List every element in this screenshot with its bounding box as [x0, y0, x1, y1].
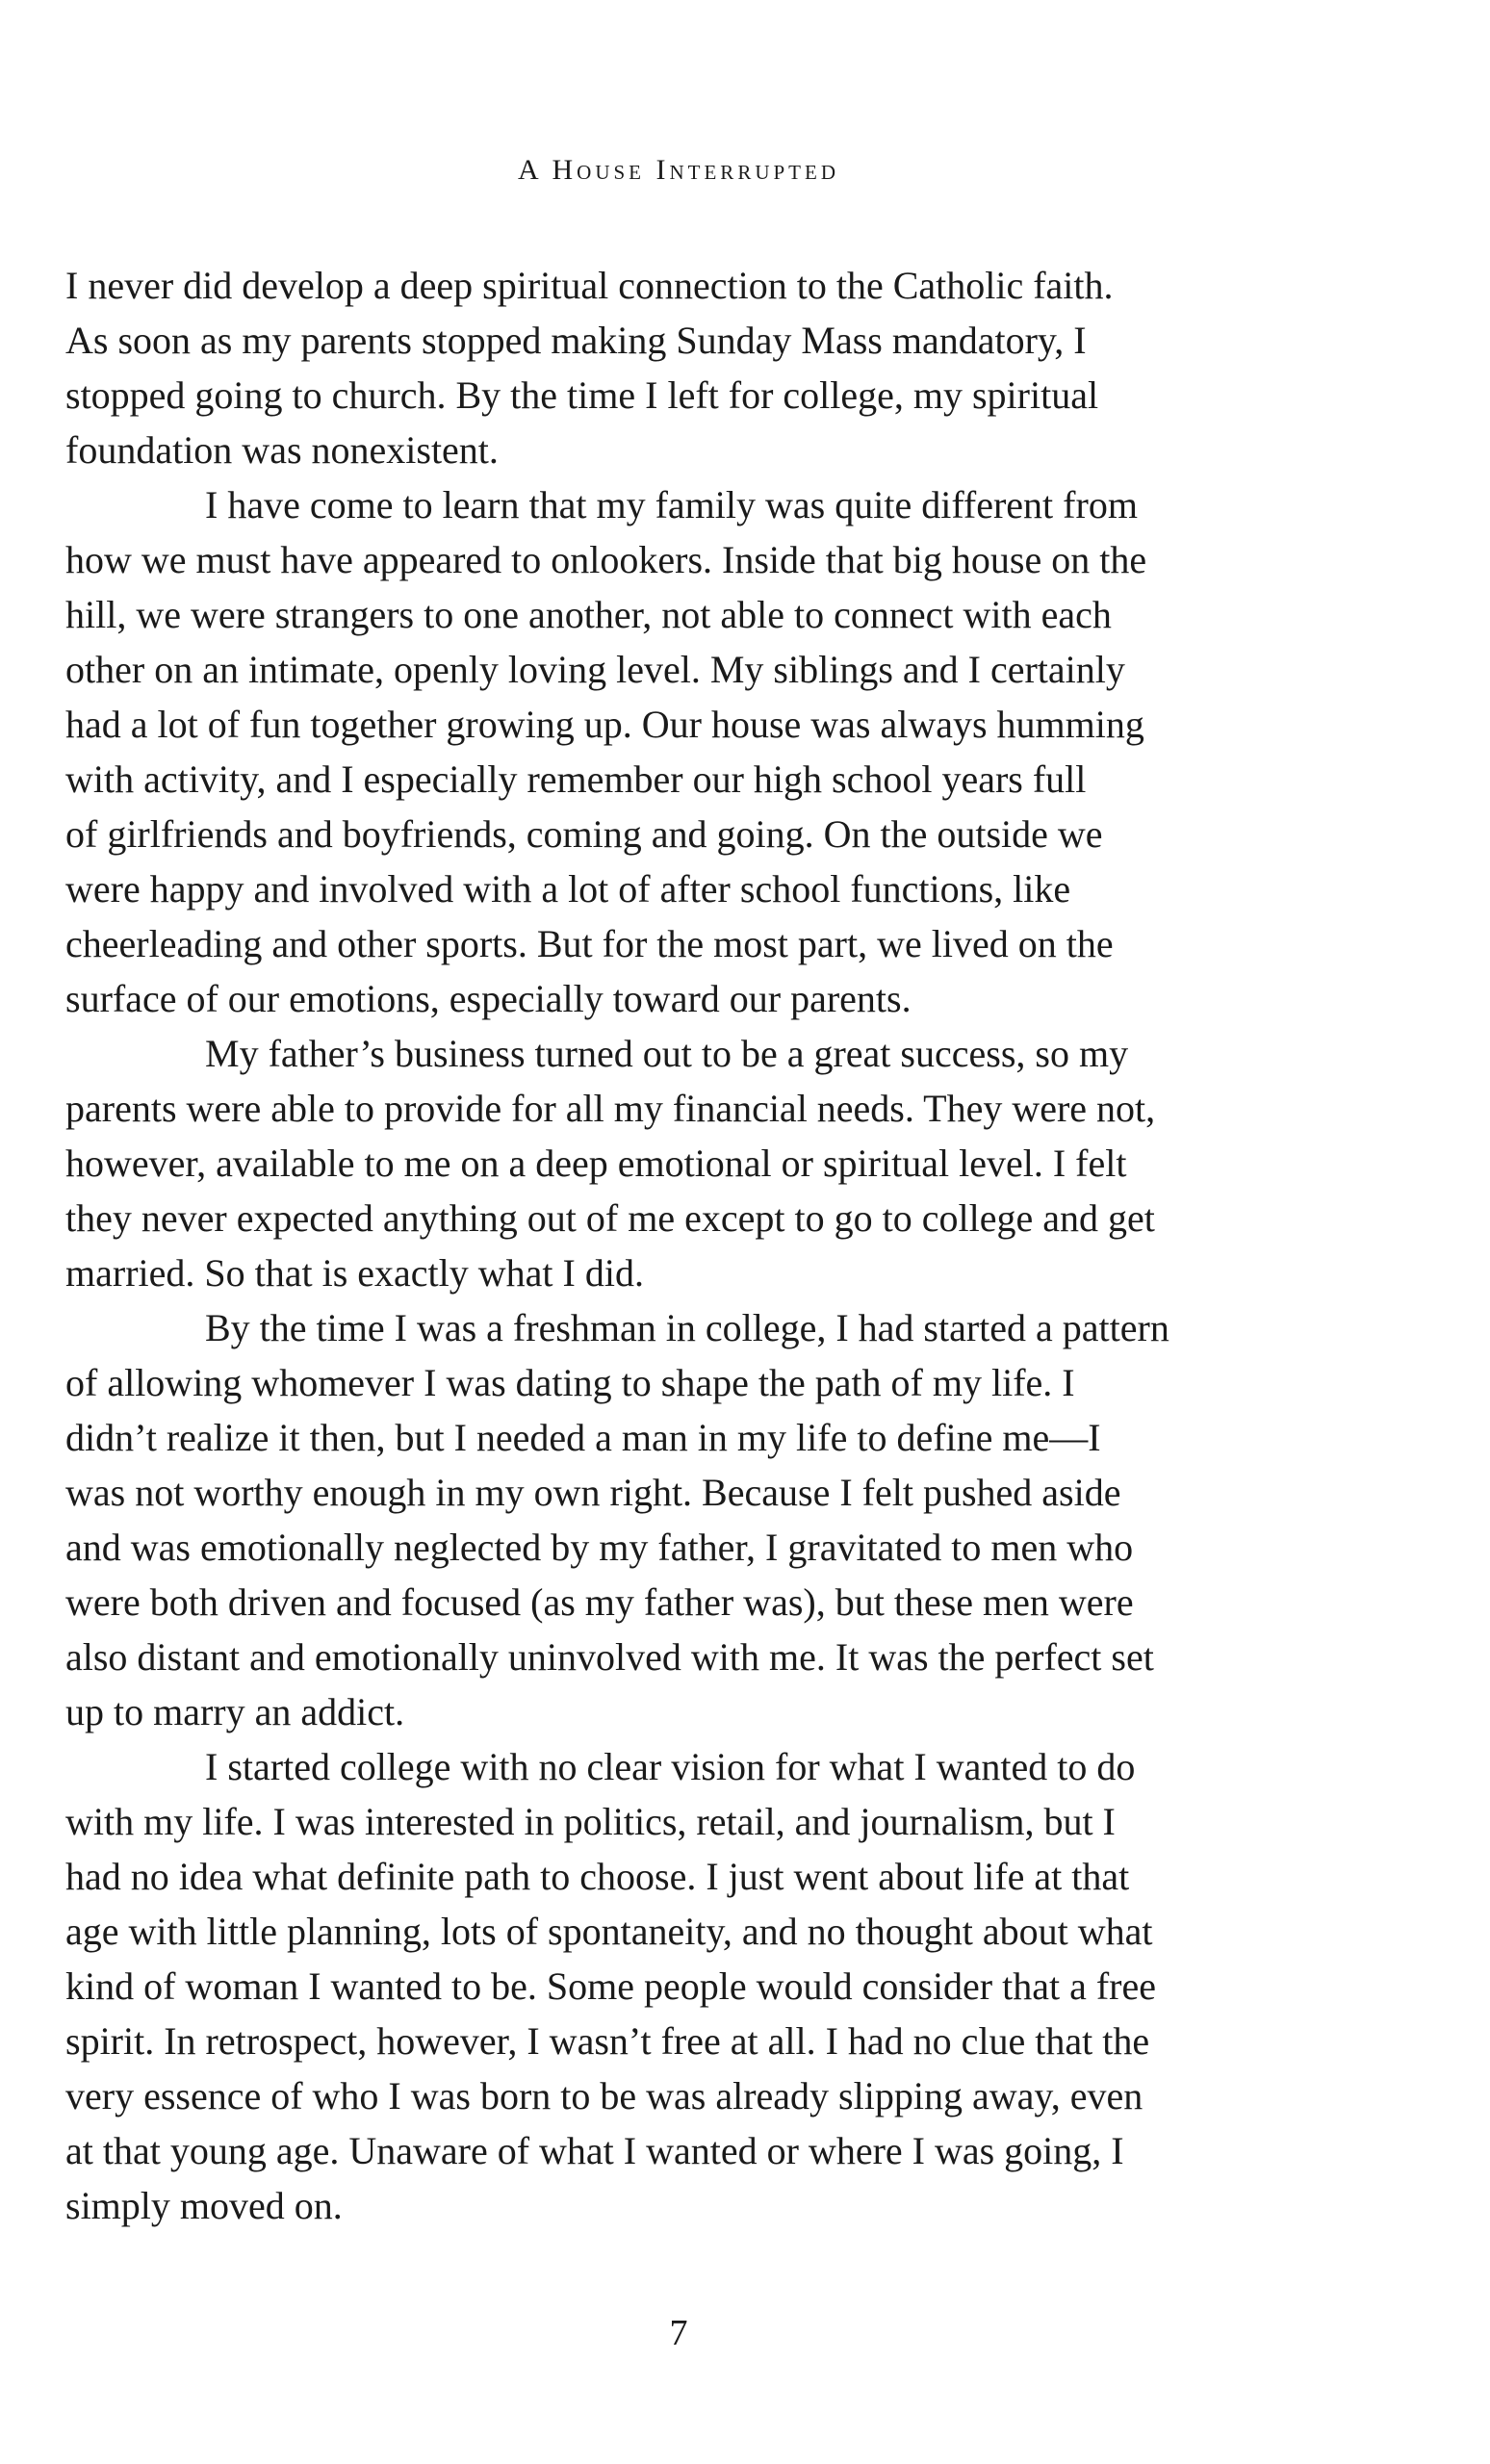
text-line: had a lot of fun together growing up. Our house was always humming [65, 703, 1144, 746]
text-line: how we must have appeared to onlookers. Inside that big house on the [65, 538, 1147, 581]
text-line: at that young age. Unaware of what I wanted or where I was going, I [65, 2129, 1124, 2172]
text-line: were both driven and focused (as my father was), but these men were [65, 1580, 1134, 1624]
text-line: I never did develop a deep spiritual connection to the Catholic faith. [65, 264, 1114, 307]
text-line: hill, we were strangers to one another, not able to connect with each [65, 593, 1112, 636]
text-line: they never expected anything out of me except to go to college and get [65, 1196, 1155, 1240]
text-line: foundation was nonexistent. [65, 428, 499, 472]
text-line: parents were able to provide for all my financial needs. They were not, [65, 1087, 1156, 1130]
paragraph-first-line: My father’s business turned out to be a great success, so my [205, 1032, 1129, 1075]
paragraph-first-line: I started college with no clear vision for what I wanted to do [205, 1745, 1136, 1788]
paragraph-first-line: By the time I was a freshman in college, I had started a pattern [205, 1306, 1169, 1349]
paragraph-first-line: I have come to learn that my family was quite different from [205, 483, 1138, 526]
text-line: didn’t realize it then, but I needed a man in my life to define me—I [65, 1416, 1101, 1459]
running-head: A House Interrupted [517, 154, 839, 186]
text-line: of allowing whomever I was dating to shape the path of my life. I [65, 1361, 1075, 1404]
text-line: with my life. I was interested in politics, retail, and journalism, but I [65, 1800, 1116, 1843]
text-line: other on an intimate, openly loving level. My siblings and I certainly [65, 648, 1125, 691]
text-line: were happy and involved with a lot of after school functions, like [65, 867, 1071, 911]
text-line: up to marry an addict. [65, 1690, 405, 1733]
text-line: was not worthy enough in my own right. Because I felt pushed aside [65, 1471, 1121, 1514]
text-line: very essence of who I was born to be was already slipping away, even [65, 2074, 1143, 2118]
text-line: married. So that is exactly what I did. [65, 1251, 644, 1295]
page-number: 7 [669, 2313, 688, 2353]
text-line: with activity, and I especially remember our high school years full [65, 757, 1087, 801]
body-text [65, 258, 1317, 2233]
text-line: spirit. In retrospect, however, I wasn’t free at all. I had no clue that the [65, 2019, 1150, 2063]
text-line: and was emotionally neglected by my father, I gravitated to men who [65, 1526, 1134, 1569]
text-line: cheerleading and other sports. But for the most part, we lived on the [65, 922, 1114, 965]
text-line: age with little planning, lots of spontaneity, and no thought about what [65, 1910, 1153, 1953]
text-line: simply moved on. [65, 2184, 343, 2227]
text-line: kind of woman I wanted to be. Some people would consider that a free [65, 1964, 1157, 2008]
text-line: also distant and emotionally uninvolved with me. It was the perfect set [65, 1635, 1154, 1679]
text-line: stopped going to church. By the time I left for college, my spiritual [65, 373, 1099, 417]
text-line: however, available to me on a deep emotional or spiritual level. I felt [65, 1142, 1127, 1185]
text-line: As soon as my parents stopped making Sunday Mass mandatory, I [65, 319, 1087, 362]
text-line: of girlfriends and boyfriends, coming and going. On the outside we [65, 812, 1103, 856]
text-line: surface of our emotions, especially toward our parents. [65, 977, 912, 1020]
text-line: had no idea what definite path to choose. I just went about life at that [65, 1855, 1130, 1898]
